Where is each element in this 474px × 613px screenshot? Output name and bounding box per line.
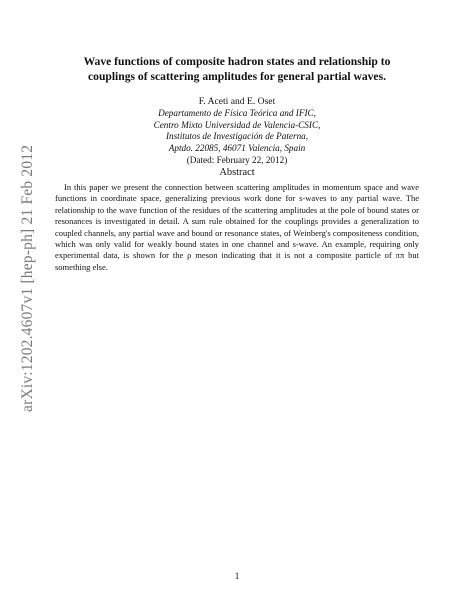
title-line-1: Wave functions of composite hadron states and relationship to [83,55,391,68]
affiliation-line-3: Institutos de Investigación de Paterna, [165,131,309,141]
authors: F. Aceti and E. Oset [198,96,276,107]
arxiv-identifier-stamp: arXiv:1202.4607v1 [hep-ph] 21 Feb 2012 [19,144,36,412]
page-number: 1 [234,571,240,581]
affiliation-line-1: Departamento de Física Teórica and IFIC, [158,108,316,118]
title-line-2: couplings of scattering amplitudes for general partial waves. [88,70,386,83]
abstract-body: In this paper we present the connection between scattering amplitudes in momentum space and wave functions in coordinate space, generalizing previous work done for s-waves to any partial wave. The relationship to the wave function of the residues of the scattering amplitudes at the pole of bound states or resonances is investigated in detail. A sum rule obtained for the couplings provides a generalization to coupled channels, any partial wave and bound or resonance states, of Weinberg's compositeness condition, which was only valid for weakly bound states in one channel and s-wave. An example, requiring only experimental data, is shown for the ρ meson indicating that it is not a composite particle of ππ but something else. [55,182,419,272]
abstract-heading: Abstract [219,167,255,178]
affiliation-line-4: Aptdo. 22085, 46071 Valencia, Spain [168,142,306,153]
dated-line: (Dated: February 22, 2012) [186,155,288,165]
paper-title [55,54,419,84]
affiliation-line-2: Centro Mixto Universidad de Valencia-CSIC, [153,119,321,130]
affiliation [0,108,474,154]
